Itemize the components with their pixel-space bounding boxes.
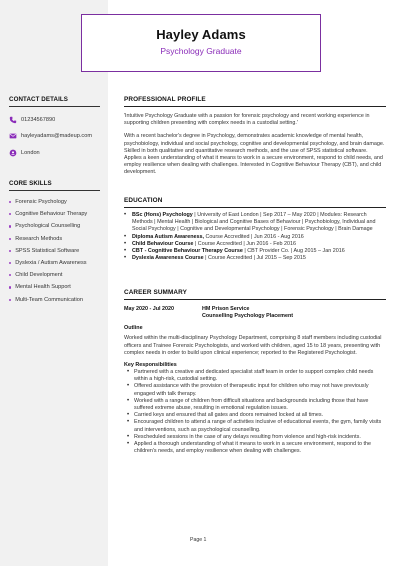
profile-section — [124, 96, 386, 177]
phone-icon — [9, 116, 17, 124]
skill-item: Research Methods — [9, 233, 100, 245]
bullet-icon — [9, 225, 11, 227]
career-section — [124, 289, 386, 455]
bullet-icon — [9, 201, 11, 203]
education-item: • BSc (Hons) Psychology | University of East London | Sep 2017 – May 2020 | Modules: Research Methods | Mental Health | Biological and Cognitive Bases of Behaviour | Psychobiology, Individual and Social Psychology | Cognitive and Developmental Psychology | Forensic Psychology | Brain Damage — [124, 212, 376, 233]
profile-summary: 'Intuitive Psychology Graduate with a passion for forensic psychology and recent working experience in supporting children presenting with complex needs in a custodial setting.' — [124, 113, 370, 127]
education-heading: EDUCATION — [124, 197, 163, 204]
outline-heading: Outline — [124, 325, 143, 332]
responsibility-item: • Offered assistance with the provision of therapeutic input for children who may not have previously engaged with talk therapy. — [124, 383, 386, 397]
education-section — [124, 197, 386, 262]
job-outline: Worked within the multi-disciplinary Psychology Department, comprising 8 staff members including custodial officers and Trainee Forensic Psychologists, and worked with children, aged 15 to 18 years, presenting with complex needs in order to build upon clinical experience; reported to the Registered Psychologist. — [124, 335, 382, 356]
bullet-icon — [9, 238, 11, 240]
contact-section — [9, 96, 100, 157]
location-icon — [9, 149, 17, 157]
bullet-icon — [9, 274, 11, 276]
skill-item: Dyslexia / Autism Awareness — [9, 257, 100, 269]
job-header — [124, 306, 386, 320]
skills-divider — [9, 190, 100, 191]
education-list — [124, 212, 386, 262]
bullet-icon — [9, 213, 11, 215]
education-item: • CBT - Cognitive Behaviour Therapy Course | CBT Provider Co. | Aug 2015 – Jan 2016 — [124, 248, 345, 255]
contact-email-text: hayleyadams@madeup.com — [21, 133, 92, 139]
profile-divider — [124, 106, 386, 107]
profile-heading: PROFESSIONAL PROFILE — [124, 96, 206, 103]
bullet-icon: • — [126, 383, 130, 390]
name-header-box — [81, 14, 321, 72]
career-divider — [124, 299, 386, 300]
responsibility-item: • Rescheduled sessions in the case of any delays resulting from violence and high-risk incidents. — [124, 434, 386, 441]
job-role: Counselling Psychology Placement — [202, 313, 294, 320]
responsibility-item: • Carried keys and ensured that all gates and doors remained locked at all times. — [124, 412, 386, 419]
bullet-icon: • — [124, 233, 127, 240]
skill-item: SPSS Statistical Software — [9, 245, 100, 257]
candidate-title: Psychology Graduate — [160, 46, 242, 56]
career-heading: CAREER SUMMARY — [124, 289, 187, 296]
education-item: • Diploma Autism Awareness, Course Accredited | Jun 2016 - Aug 2016 — [124, 233, 304, 240]
bullet-icon: • — [126, 419, 130, 426]
skill-item: Multi-Team Communication — [9, 294, 100, 306]
contact-phone-text: 01234567890 — [21, 116, 56, 123]
responsibility-item: • Partnered with a creative and dedicated specialist staff team in order to support complex child needs within a high-risk, custodial setting. — [124, 369, 386, 383]
bullet-icon — [9, 299, 11, 301]
page-number: Page 1 — [190, 537, 207, 543]
contact-phone — [9, 116, 100, 124]
responsibility-item: • Worked with a range of children from difficult situations and backgrounds including those that have suffered extreme abuse, resulting in emotional regulation issues. — [124, 398, 386, 412]
contact-location — [9, 149, 100, 157]
job-dates: May 2020 - Jul 2020 — [124, 306, 175, 312]
bullet-icon — [9, 262, 11, 264]
job-employer: HM Prison Service — [202, 306, 250, 312]
education-item: • Child Behaviour Course | Course Accredited | Jun 2016 - Feb 2016 — [124, 240, 296, 247]
bullet-icon — [9, 250, 11, 252]
education-divider — [124, 207, 386, 208]
bullet-icon: • — [126, 441, 130, 448]
responsibilities-list — [124, 369, 386, 455]
skill-item: Mental Health Support — [9, 281, 100, 293]
skill-item: Forensic Psychology — [9, 196, 100, 208]
bullet-icon: • — [126, 397, 130, 404]
bullet-icon: • — [126, 412, 130, 419]
education-item: • Dyslexia Awareness Course | Course Accredited | Jul 2015 – Sep 2015 — [124, 255, 306, 262]
skill-item: Child Development — [9, 269, 100, 281]
contact-email — [9, 132, 100, 140]
bullet-icon: • — [124, 248, 127, 255]
contact-location-text: London — [21, 149, 40, 156]
bullet-icon — [9, 286, 11, 288]
responsibility-item: • Encouraged children to attend a range of activities inclusive of educational events, the gym, family visits and interventions, such as psychological counselling. — [124, 419, 386, 433]
skills-heading: CORE SKILLS — [9, 180, 52, 187]
bullet-icon: • — [124, 255, 127, 262]
responsibility-item: • Applied a thorough understanding of what it means to work in a secure environment, respond to the children's needs, and employ resilience when dealing with challenges. — [124, 441, 386, 455]
skill-item: Psychological Counselling — [9, 220, 100, 232]
profile-details: With a recent bachelor's degree in Psychology, demonstrates academic knowledge of mental health, psychobiology, individual and social psychology, cognitive and developmental psychology, and brain damage. Skilled in both qualitative and quantitative research methods, and the use of SPSS statistical software. Applies a keen understanding of what it means to work in a secure environment, respond to child needs, and employ resilience when dealing with challenges. Interested in Cognitive Behaviour Therapy (CBT), and child development. — [124, 133, 385, 176]
bullet-icon: • — [124, 212, 127, 218]
responsibilities-heading: Key Responsibilities — [124, 362, 177, 369]
bullet-icon: • — [126, 369, 130, 376]
skills-section — [9, 180, 100, 306]
email-icon — [9, 132, 17, 140]
skill-item: Cognitive Behaviour Therapy — [9, 208, 100, 220]
bullet-icon: • — [124, 240, 127, 247]
contact-divider — [9, 106, 100, 107]
candidate-name: Hayley Adams — [156, 27, 246, 42]
skills-list — [9, 196, 100, 306]
bullet-icon: • — [126, 433, 130, 440]
contact-heading: CONTACT DETAILS — [9, 96, 69, 103]
